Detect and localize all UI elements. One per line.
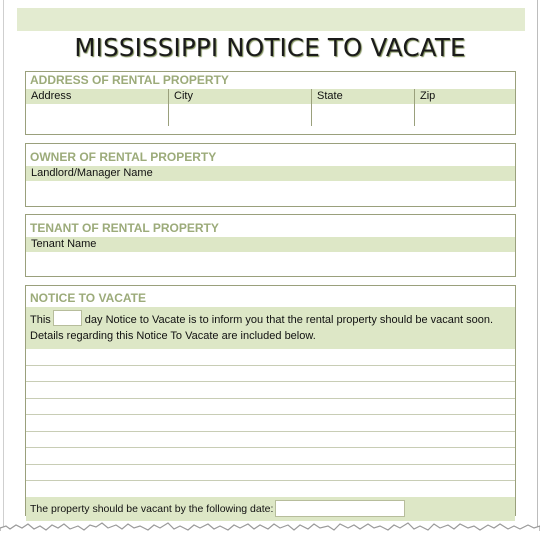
state-label: State	[312, 89, 415, 104]
notice-text-after: day Notice to Vacate is to inform you that the rental property should be vacant soon.	[84, 314, 494, 326]
address-label-row	[26, 89, 515, 104]
details-line[interactable]	[26, 382, 515, 399]
city-field[interactable]	[169, 104, 312, 126]
details-line[interactable]	[26, 448, 515, 465]
notice-text-line2: Details regarding this Notice To Vacate are included below.	[30, 330, 316, 342]
notice-text	[26, 307, 515, 349]
owner-label-row	[26, 166, 515, 181]
tenant-label: Tenant Name	[31, 238, 97, 250]
tenant-name-field[interactable]	[26, 252, 515, 275]
section-heading: NOTICE TO VACATE	[30, 291, 147, 305]
torn-edge-fill	[0, 531, 540, 540]
address-section	[25, 71, 516, 135]
address-label: Address	[26, 89, 169, 104]
landlord-name-field[interactable]	[26, 181, 515, 204]
city-label: City	[169, 89, 312, 104]
notice-text-before: This	[30, 314, 51, 326]
days-input[interactable]	[53, 310, 82, 326]
details-line[interactable]	[26, 349, 515, 366]
tenant-label-row	[26, 237, 515, 252]
torn-edge	[0, 510, 540, 540]
section-heading: OWNER OF RENTAL PROPERTY	[30, 150, 217, 164]
details-line[interactable]	[26, 465, 515, 482]
details-line[interactable]	[26, 481, 515, 497]
address-field-row	[26, 104, 515, 126]
details-lines	[26, 349, 515, 497]
tenant-section	[25, 214, 516, 277]
zip-label: Zip	[420, 90, 436, 102]
section-heading: ADDRESS OF RENTAL PROPERTY	[30, 73, 229, 87]
zip-field[interactable]	[415, 104, 515, 126]
details-line[interactable]	[26, 399, 515, 416]
owner-section	[25, 143, 516, 207]
notice-section	[25, 285, 516, 516]
address-field[interactable]	[26, 104, 169, 126]
details-line[interactable]	[26, 366, 515, 383]
section-heading: TENANT OF RENTAL PROPERTY	[30, 221, 219, 235]
details-line[interactable]	[26, 432, 515, 449]
vacant-date-label: The property should be vacant by the following date:	[30, 502, 274, 515]
page-title: MISSISSIPPI NOTICE TO VACATE	[74, 33, 466, 62]
landlord-label: Landlord/Manager Name	[31, 167, 153, 179]
header-bar	[17, 8, 525, 31]
state-field[interactable]	[312, 104, 415, 126]
details-line[interactable]	[26, 415, 515, 432]
